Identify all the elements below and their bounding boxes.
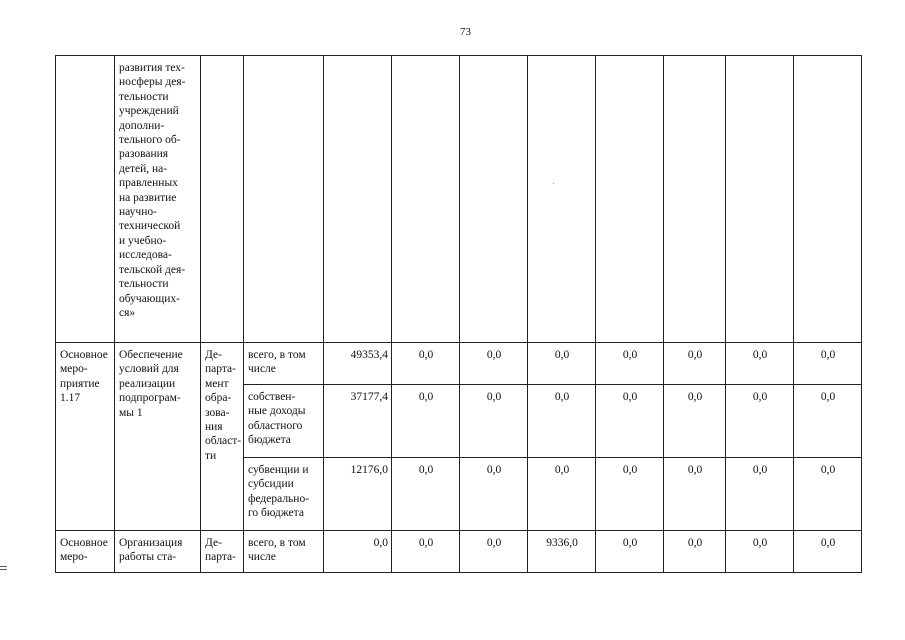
measure-cell: Основное меро-	[56, 531, 115, 573]
amount-cell	[596, 56, 664, 343]
amount-cell: 0,0	[460, 531, 528, 573]
amount-cell: 0,0	[794, 343, 862, 385]
funding-source-cell: всего, в том числе	[244, 343, 324, 385]
amount-cell: 0,0	[794, 458, 862, 531]
amount-cell: 0,0	[528, 385, 596, 458]
executor-cell	[201, 56, 244, 343]
amount-cell: 0,0	[726, 385, 794, 458]
amount-cell: 0,0	[460, 343, 528, 385]
measure-name-cell: Обеспечение условий для реализации подпрограм- мы 1	[115, 343, 201, 531]
amount-cell	[664, 56, 726, 343]
funding-source-cell: субвенции и субсидии федерально- го бюджета	[244, 458, 324, 531]
funding-source-cell	[244, 56, 324, 343]
amount-cell: 0,0	[726, 458, 794, 531]
amount-cell: 0,0	[528, 343, 596, 385]
amount-cell: 0,0	[460, 385, 528, 458]
measure-cell	[56, 56, 115, 343]
amount-cell	[460, 56, 528, 343]
amount-cell: 0,0	[596, 531, 664, 573]
amount-cell: 0,0	[664, 531, 726, 573]
amount-cell: 0,0	[392, 531, 460, 573]
amount-cell	[794, 56, 862, 343]
amount-cell	[528, 56, 596, 343]
amount-cell	[392, 56, 460, 343]
budget-table	[55, 55, 862, 573]
amount-cell: 0,0	[726, 343, 794, 385]
amount-cell: 0,0	[664, 458, 726, 531]
amount-cell: 0,0	[794, 531, 862, 573]
funding-source-cell: собствен- ные доходы областного бюджета	[244, 385, 324, 458]
amount-cell: 0,0	[664, 385, 726, 458]
amount-cell	[726, 56, 794, 343]
table-row	[56, 343, 862, 385]
scan-speck	[553, 183, 554, 184]
measure-cell: Основное меро- приятие 1.17	[56, 343, 115, 531]
amount-cell: 0,0	[726, 531, 794, 573]
amount-cell: 12176,0	[324, 458, 392, 531]
amount-cell: 0,0	[460, 458, 528, 531]
amount-cell: 0,0	[794, 385, 862, 458]
amount-cell: 0,0	[596, 343, 664, 385]
funding-source-cell: всего, в том числе	[244, 531, 324, 573]
amount-cell: 0,0	[596, 458, 664, 531]
amount-cell: 9336,0	[528, 531, 596, 573]
table-row	[56, 531, 862, 573]
amount-cell: 0,0	[392, 343, 460, 385]
amount-cell: 0,0	[528, 458, 596, 531]
amount-cell: 37177,4	[324, 385, 392, 458]
measure-name-cell: Организация работы ста-	[115, 531, 201, 573]
amount-cell: 0,0	[324, 531, 392, 573]
table-row	[56, 56, 862, 343]
executor-cell: Де- парта-	[201, 531, 244, 573]
amount-cell: 49353,4	[324, 343, 392, 385]
measure-name-cell: развития тех- носферы дея- тельности учреждений дополни- тельного об- разования детей, на- правленных на развитие научно- технической и учебно- исследова- тельской дея- тельности обучающих- ся»	[115, 56, 201, 343]
executor-cell: Де- парта- мент обра- зова- ния област- ти	[201, 343, 244, 531]
amount-cell: 0,0	[664, 343, 726, 385]
amount-cell	[324, 56, 392, 343]
amount-cell: 0,0	[392, 385, 460, 458]
amount-cell: 0,0	[392, 458, 460, 531]
margin-mark	[0, 566, 7, 570]
page-number: 73	[460, 26, 471, 38]
amount-cell: 0,0	[596, 385, 664, 458]
